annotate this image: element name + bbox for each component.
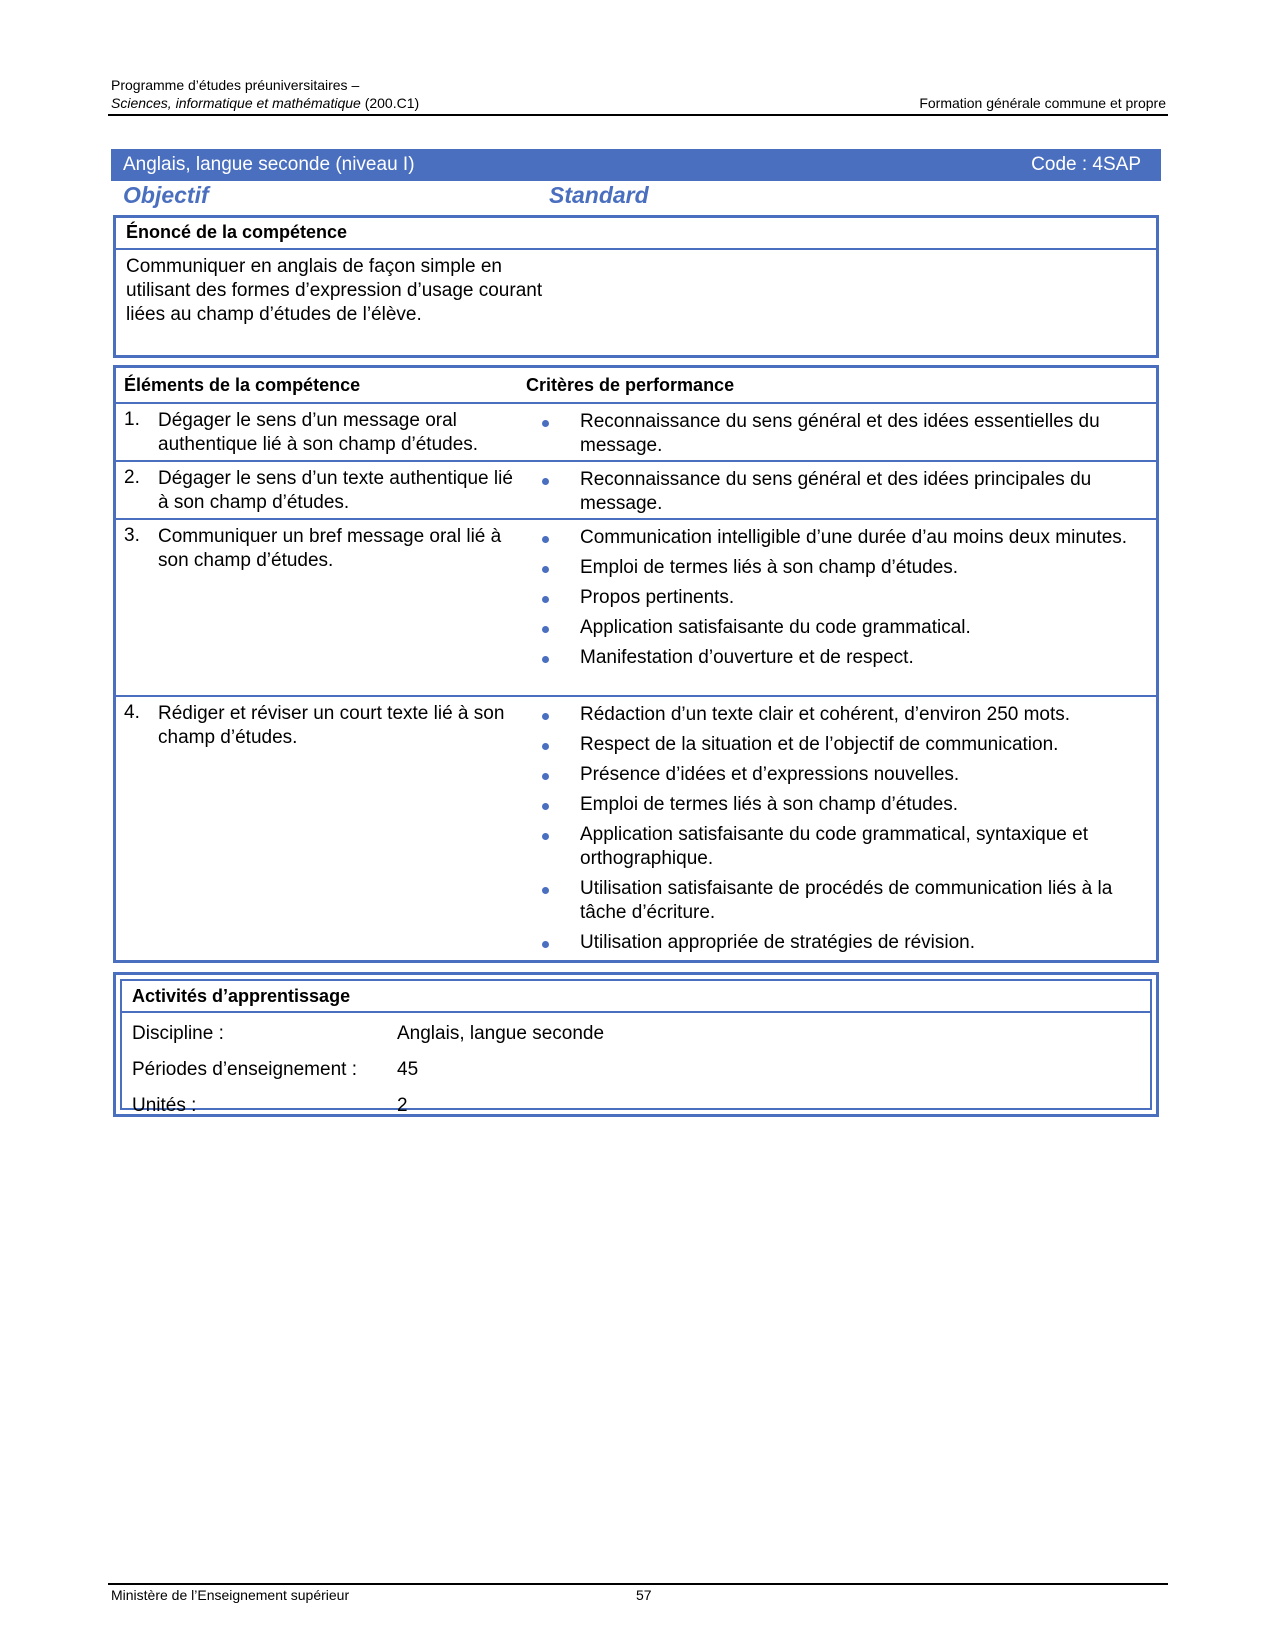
criterion bbox=[542, 468, 1142, 516]
bullet-icon bbox=[542, 566, 549, 573]
unites-row bbox=[132, 1095, 408, 1117]
page-number: 57 bbox=[636, 1587, 652, 1603]
criterion-text: Application satisfaisante du code grammatical. bbox=[580, 617, 971, 638]
criterion-text: Application satisfaisante du code grammatical, syntaxique et orthographique. bbox=[580, 824, 1088, 869]
elements-heading: Éléments de la compétence bbox=[124, 375, 361, 395]
footer-rule bbox=[108, 1583, 1168, 1585]
criterion-text: Utilisation satisfaisante de procédés de communication liés à la tâche d’écriture. bbox=[580, 878, 1113, 923]
criterion bbox=[542, 877, 1142, 925]
criterion bbox=[542, 556, 1142, 580]
unites-label: Unités : bbox=[132, 1095, 197, 1116]
criterion-text: Présence d’idées et d’expressions nouvelles. bbox=[580, 764, 960, 785]
criterion bbox=[542, 703, 1142, 727]
element-text: Rédiger et réviser un court texte lié à son champ d’études. bbox=[158, 703, 505, 748]
criterion bbox=[542, 616, 1142, 640]
course-code: Code : 4SAP bbox=[1031, 154, 1141, 175]
bullet-icon bbox=[542, 743, 549, 750]
header-rule bbox=[108, 114, 1168, 116]
criteria-list bbox=[542, 703, 1142, 961]
bullet-icon bbox=[542, 887, 549, 894]
bullet-icon bbox=[542, 478, 549, 485]
periodes-row bbox=[132, 1059, 419, 1081]
bullet-icon bbox=[542, 833, 549, 840]
header-line2 bbox=[111, 94, 1166, 112]
element-number: 1. bbox=[124, 409, 140, 430]
bullet-icon bbox=[542, 536, 549, 543]
discipline-value: Anglais, langue seconde bbox=[397, 1023, 605, 1044]
element-text: Communiquer un bref message oral lié à son champ d’études. bbox=[158, 526, 502, 571]
criteria-list bbox=[542, 526, 1142, 676]
criterion bbox=[542, 733, 1142, 757]
criterion-text: Emploi de termes liés à son champ d’études. bbox=[580, 794, 959, 815]
course-title: Anglais, langue seconde (niveau I) bbox=[123, 154, 415, 175]
criterion-text: Utilisation appropriée de stratégies de révision. bbox=[580, 932, 975, 953]
criterion-text: Rédaction d’un texte clair et cohérent, d’environ 250 mots. bbox=[580, 704, 1071, 725]
element-row-4 bbox=[116, 697, 1156, 957]
header-right: Formation générale commune et propre bbox=[919, 95, 1166, 111]
element-text: Dégager le sens d’un texte authentique lié à son champ d’études. bbox=[158, 468, 513, 513]
standard-title: Standard bbox=[549, 182, 649, 208]
element-number: 2. bbox=[124, 467, 140, 488]
activites-heading: Activités d’apprentissage bbox=[122, 981, 1150, 1013]
criterion-text: Propos pertinents. bbox=[580, 587, 735, 608]
bullet-icon bbox=[542, 773, 549, 780]
header-program-name: Sciences, informatique et mathématique bbox=[111, 95, 361, 111]
periodes-label: Périodes d’enseignement : bbox=[132, 1059, 357, 1080]
criteria-list bbox=[542, 410, 1142, 464]
criterion bbox=[542, 646, 1142, 670]
header-program bbox=[111, 94, 419, 112]
criterion-text: Emploi de termes liés à son champ d’études. bbox=[580, 557, 959, 578]
bullet-icon bbox=[542, 803, 549, 810]
header-program-code: (200.C1) bbox=[360, 95, 420, 111]
criterion bbox=[542, 931, 1142, 955]
column-titles bbox=[120, 182, 1160, 216]
criterion-text: Respect de la situation et de l’objectif de communication. bbox=[580, 734, 1059, 755]
element-row-1 bbox=[116, 404, 1156, 462]
enonce-text: Communiquer en anglais de façon simple en utilisant des formes d’expression d’usage courant liées au champ d’études de l’élève. bbox=[126, 256, 543, 325]
criterion bbox=[542, 823, 1142, 871]
periodes-value: 45 bbox=[397, 1059, 419, 1080]
objectif-title: Objectif bbox=[123, 182, 209, 208]
criterion-text: Communication intelligible d’une durée d’au moins deux minutes. bbox=[580, 527, 1128, 548]
element-number: 3. bbox=[124, 525, 140, 546]
activites-inner bbox=[120, 979, 1152, 1116]
discipline-row bbox=[132, 1023, 605, 1045]
criterion-text: Reconnaissance du sens général et des idées essentielles du message. bbox=[580, 411, 1100, 456]
criterion bbox=[542, 410, 1142, 458]
element-row-3 bbox=[116, 520, 1156, 697]
unites-value: 2 bbox=[397, 1095, 408, 1116]
activites-box bbox=[113, 972, 1159, 1117]
bullet-icon bbox=[542, 420, 549, 427]
criterion-text: Reconnaissance du sens général et des idées principales du message. bbox=[580, 469, 1092, 514]
elements-heading-row bbox=[116, 368, 1156, 404]
footer-ministry: Ministère de l’Enseignement supérieur bbox=[111, 1587, 350, 1603]
criterion-text: Manifestation d’ouverture et de respect. bbox=[580, 647, 914, 668]
bullet-icon bbox=[542, 596, 549, 603]
enonce-heading: Énoncé de la compétence bbox=[116, 218, 1156, 250]
element-number: 4. bbox=[124, 702, 140, 723]
page-header bbox=[111, 76, 1166, 112]
criteria-heading: Critères de performance bbox=[526, 375, 735, 395]
bullet-icon bbox=[542, 656, 549, 663]
bullet-icon bbox=[542, 713, 549, 720]
criterion bbox=[542, 793, 1142, 817]
header-line1: Programme d’études préuniversitaires – bbox=[111, 77, 360, 93]
criterion bbox=[542, 586, 1142, 610]
course-bar bbox=[111, 149, 1161, 181]
criterion bbox=[542, 526, 1142, 550]
enonce-box bbox=[113, 215, 1159, 358]
discipline-label: Discipline : bbox=[132, 1023, 224, 1044]
page-footer bbox=[111, 1587, 651, 1603]
criteria-list bbox=[542, 468, 1142, 522]
element-text: Dégager le sens d’un message oral authentique lié à son champ d’études. bbox=[158, 410, 479, 455]
bullet-icon bbox=[542, 626, 549, 633]
element-row-2 bbox=[116, 462, 1156, 520]
elements-box bbox=[113, 365, 1159, 963]
bullet-icon bbox=[542, 941, 549, 948]
criterion bbox=[542, 763, 1142, 787]
